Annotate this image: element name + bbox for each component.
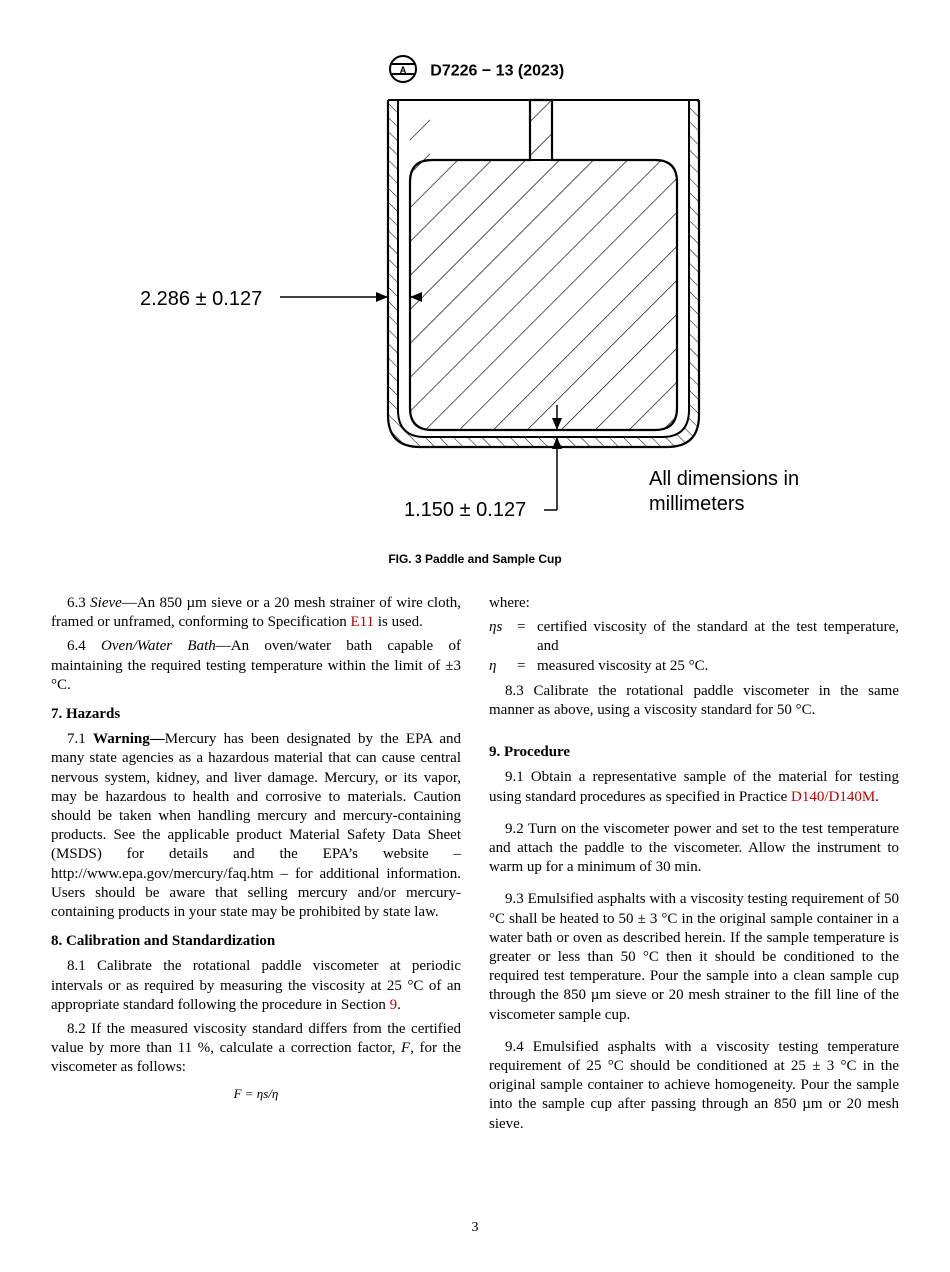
section-6-4: 6.4 Oven/Water Bath—An oven/water bath capable of maintaining the required testing temperature within the limit of ±3 °C.: [51, 638, 461, 693]
dimension-note-line2: millimeters: [649, 493, 745, 515]
page-header: [0, 54, 950, 89]
heading-procedure: 9. Procedure: [489, 744, 571, 761]
section-8-2: 8.2 If the measured viscosity standard differs from the certified value by more than 11 %, calculate a correction factor, F, for the viscometer as follows:: [51, 1021, 461, 1076]
section-9-1: 9.1 Obtain a representative sample of the material for testing using standard procedures as specified in Practice D140/D140M.: [489, 769, 899, 805]
link-d140[interactable]: D140/D140M: [790, 788, 876, 805]
page-number: 3: [471, 1220, 479, 1235]
left-column: [51, 594, 461, 1103]
section-9-3: 9.3 Emulsified asphalts with a viscosity testing requirement of 50 °C shall be heated to 50 ± 3 °C in the original sample container in a water bath or oven as described herein. If the sample temperature is greater or less than 50 °C then it should be conditioned to the required test temperature. Pour the sample into a clean sample cup through the 850 µm sieve or 20 mesh strainer to the fill line of the viscometer sample cup.: [489, 891, 899, 1023]
section-6-3: 6.3 Sieve—An 850 µm sieve or a 20 mesh strainer of wire cloth, framed or unframed, conforming to Specification E11 is used.: [51, 595, 461, 631]
where-label: where:: [489, 595, 530, 611]
correction-formula: F = ηs/η: [233, 1085, 279, 1101]
section-7-1: 7.1 Warning—Mercury has been designated by the EPA and many state agencies as a hazardous material that can cause central nervous system, kidney, and liver damage. Mercury, or its vapor, may be hazardous to health and corrosive to materials. Caution should be taken when handling mercury and mercury-containing products. See the applicable product Material Safety Data Sheet (MSDS) for details and the EPA’s website – http://www.epa.gov/mercury/faq.htm – for additional information. Users should be aware that selling mercury and/or mercury-containing products in your state may be prohibited by state law.: [51, 731, 461, 921]
astm-logo-icon: [386, 54, 420, 89]
definitions: [489, 618, 899, 676]
heading-calibration: 8. Calibration and Standardization: [51, 933, 276, 950]
link-section-9[interactable]: 9: [389, 996, 398, 1013]
right-column: [489, 594, 899, 1139]
paddle-cup-figure: [120, 90, 840, 530]
definition-row: ηs = certified viscosity of the standard at the test temperature, and: [489, 619, 899, 655]
section-8-3: 8.3 Calibrate the rotational paddle viscometer in the same manner as above, using a viscosity standard for 50 °C.: [489, 682, 899, 719]
dimension-note-line1: All dimensions in: [649, 468, 800, 490]
dim-side-label: 2.286 ± 0.127: [140, 288, 263, 310]
figure-caption: FIG. 3 Paddle and Sample Cup: [388, 552, 562, 566]
heading-hazards: 7. Hazards: [51, 706, 121, 723]
section-9-2: 9.2 Turn on the viscometer power and set to the test temperature and attach the paddle to the viscometer. Allow the instrument to warm up for a minimum of 30 min.: [489, 820, 899, 876]
document-code: D7226 − 13 (2023): [430, 62, 565, 80]
svg-text:A: A: [399, 65, 407, 75]
section-8-1: 8.1 Calibrate the rotational paddle viscometer at periodic intervals or as required by measuring the viscosity at 25 °C of an appropriate standard following the procedure in Section 9.: [51, 958, 461, 1013]
dim-bottom-label: 1.150 ± 0.127: [404, 499, 527, 521]
link-e11[interactable]: E11: [350, 614, 375, 631]
section-9-4: 9.4 Emulsified asphalts with a viscosity testing temperature requirement of 25 °C should be conditioned at 25 ± 3 °C in the original sample container to achieve homogeneity. Pour the sample into the sample cup after passing through an 850 µm or 20 mesh sieve.: [489, 1038, 899, 1132]
definition-row: η = measured viscosity at 25 °C.: [489, 657, 709, 674]
